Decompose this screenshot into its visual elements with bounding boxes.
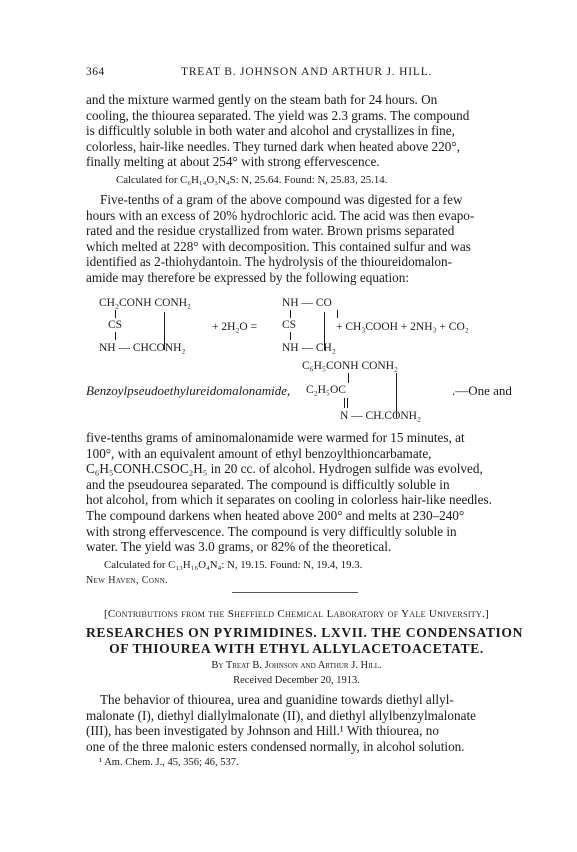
- benzoyl-top: C₆H₅CONH CONH₂: [302, 360, 399, 372]
- eq-left-bot: NH — CHCONH₂: [99, 342, 186, 354]
- divider-rule: [232, 592, 358, 593]
- text-line: colorless, hair-like needles. They turned dark when heated above 220°,: [86, 138, 460, 154]
- text-line: and the mixture warmed gently on the steam bath for 24 hours. On: [86, 92, 438, 107]
- bond-line: [348, 373, 349, 383]
- eq-plus-water: + 2H₂O =: [212, 321, 258, 333]
- benzoyl-bot: N — CH.CONH₂: [340, 410, 421, 422]
- text-line: which melted at 228° with decomposition. This contained sulfur and was: [86, 238, 471, 254]
- text-line: (III), has been investigated by Johnson and Hill.¹ With thiourea, no: [86, 723, 439, 739]
- page-number: 364: [86, 66, 105, 78]
- text-line: The behavior of thiourea, urea and guanidine towards diethyl allyl-: [100, 692, 454, 707]
- benzoyl-mid: C₂H₅OC: [306, 384, 346, 396]
- eq-right-top: NH — CO: [282, 297, 332, 309]
- bond-line: [290, 332, 291, 340]
- benzoyl-name: Benzoylpseudoethylureidomalonamide,: [86, 383, 291, 398]
- bond-line: [115, 332, 116, 340]
- bond-line: [115, 310, 116, 318]
- text-line: with strong effervescence. The compound is very difficultly soluble in: [86, 523, 457, 539]
- text-line: C₆H₅CONH.CSOC₂H₅ in 20 cc. of alcohol. Hydrogen sulfide was evolved,: [86, 461, 483, 477]
- article-title-line-2: OF THIOUREA WITH ETHYL ALLYLACETOACETATE.: [109, 641, 484, 656]
- text-line: and the pseudourea separated. The compound is difficultly soluble in: [86, 476, 450, 492]
- eq-products: + CH₃COOH + 2NH₃ + CO₂: [336, 321, 469, 333]
- paragraph-pseudourea: [86, 430, 507, 555]
- text-line: is difficultly soluble in both water and alcohol and crystallizes in fine,: [86, 123, 455, 139]
- running-title: TREAT B. JOHNSON AND ARTHUR J. HILL.: [181, 66, 433, 78]
- text-line: amide may therefore be expressed by the following equation:: [86, 269, 409, 285]
- eq-right-mid: CS: [282, 319, 297, 331]
- byline: By Treat B. Johnson and Arthur J. Hill.: [211, 660, 382, 671]
- article-title-line-1: RESEARCHES ON PYRIMIDINES. LXVII. THE CONDENSATION: [86, 625, 524, 640]
- text-line: hot alcohol, from which it separates on cooling in colorless hair-like needles.: [86, 492, 492, 508]
- contribution-line: [Contributions from the Sheffield Chemical Laboratory of Yale University.]: [103, 608, 490, 620]
- bond-line: [290, 310, 291, 318]
- place-line: New Haven, Conn.: [86, 575, 169, 586]
- paragraph-behavior: [86, 692, 507, 754]
- text-line: identified as 2-thiohydantoin. The hydrolysis of the thioureidomalon-: [86, 254, 453, 270]
- analysis-result: Calculated for C₁₃H₁₆O₄N₄: N, 19.15. Found: N, 19.4, 19.3.: [104, 559, 363, 571]
- eq-left-top: CH₂CONH CONH₂: [99, 297, 192, 309]
- footnote: ¹ Am. Chem. J., 45, 356; 46, 537.: [99, 757, 239, 768]
- bond-line: [344, 398, 345, 408]
- bond-line: [347, 398, 348, 408]
- eq-right-bot: NH — CH₂: [282, 342, 336, 354]
- text-line: The compound darkens when heated above 200° and melts at 230–240°: [86, 507, 465, 523]
- text-line: water. The yield was 3.0 grams, or 82% of the theoretical.: [86, 539, 392, 555]
- eq-left-mid: CS: [108, 319, 123, 331]
- text-line: one of the three malonic esters condensed normally, in alcohol solution.: [86, 738, 465, 754]
- text-line: five-tenths grams of aminomalonamide were warmed for 15 minutes, at: [86, 430, 465, 445]
- benzoyl-suffix: .—One and: [452, 383, 512, 398]
- analysis-result: Calculated for C₆H₁₄O₃N₄S: N, 25.64. Found: N, 25.83, 25.14.: [116, 174, 388, 186]
- received-date: Received December 20, 1913.: [233, 675, 360, 686]
- bond-line: [337, 310, 338, 318]
- text-line: finally melting at about 254° with strong effervescence.: [86, 154, 380, 170]
- text-line: 100°, with an equivalent amount of ethyl benzoylthioncarbamate,: [86, 445, 432, 461]
- text-line: cooling, the thiourea separated. The yield was 2.3 grams. The compound: [86, 107, 470, 123]
- text-line: hours with an excess of 20% hydrochloric acid. The acid was then evapo-: [86, 207, 475, 223]
- paragraph-thiourea-yield: [86, 92, 507, 170]
- text-line: Five-tenths of a gram of the above compound was digested for a few: [100, 192, 463, 207]
- text-line: malonate (I), diethyl diallylmalonate (II), and diethyl allylbenzylmalonate: [86, 707, 476, 723]
- text-line: rated and the residue crystallized from water. Brown prisms separated: [86, 223, 455, 239]
- paragraph-hydrolysis: [86, 192, 507, 286]
